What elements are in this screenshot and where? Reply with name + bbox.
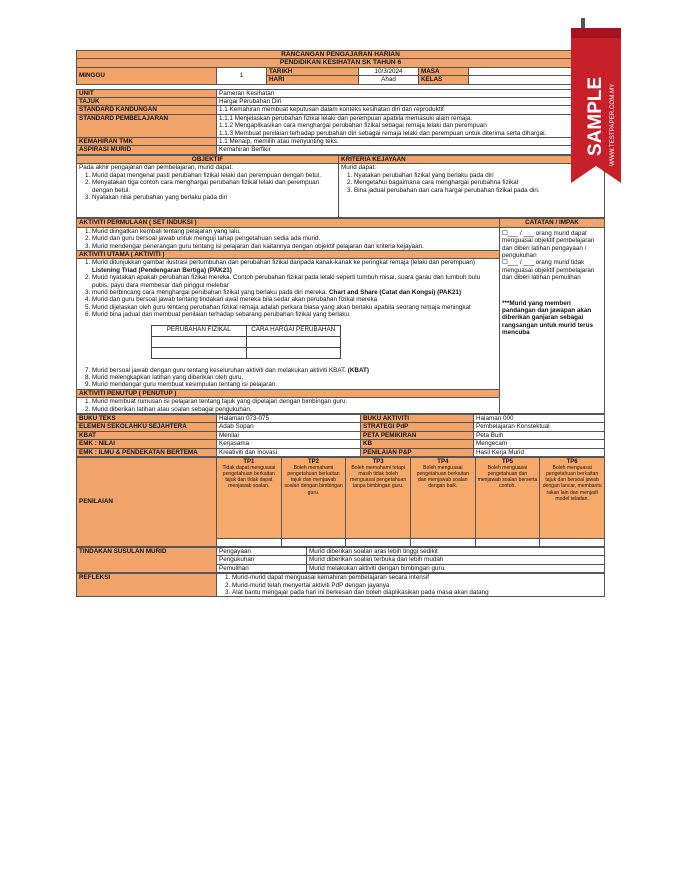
utama-label: AKTIVITI UTAMA ( AKTIVITI ) <box>77 250 500 258</box>
cara-hargai-cell <box>246 347 341 358</box>
kriteria-item: 2. Mengetahui bagaimana cara menghargai perubahna fizikal <box>354 179 602 186</box>
cara-hargai-header: CARA HARGAI PERUBAHAN <box>246 325 341 336</box>
tp3-cell: TP3 Boleh memahami tetapi masih tidak boleh menguasai pengetahuan tanpa bimbingan guru. <box>346 458 411 539</box>
grid-value: Adab Sopan <box>217 423 361 431</box>
permulaan-item: 1. Murid diingatkan kembali tentang pelajaran yang lalu. <box>92 228 497 235</box>
aspirasi-murid-label: ASPIRASI MURID <box>77 146 217 154</box>
kriteria-intro: Murid dapat: <box>341 164 377 172</box>
tp5-cell: TP5 Boleh menguasai pengetahuan dan menjawab soalan berserta contoh. <box>475 458 540 539</box>
hari-value: Ahad <box>359 76 419 84</box>
utama-content <box>77 259 500 389</box>
catatan-text-2: ☐___ / ___ orang murid tidak menguasai objektif pembelajaran dan diberi latihan pemulihan <box>502 259 595 282</box>
standard-kandungan-label: STANDARD KANDUNGAN <box>77 106 217 114</box>
grid-label: PETA PEMIKIRAN <box>361 431 474 439</box>
catatan-text-3: ***Murid yang memberi pandangan dan jawapan akan diberikan ganjaran sebagai rangsangan untuk murid terus mencuba <box>502 299 593 337</box>
pak21-tag: Listening Triad (Pendengaran Bertiga) (PAK21) <box>92 266 232 274</box>
penutup-item: 1. Murid membuat rumusan isi pelajaran tentang tajuk yang dipelajari dengan bimbingan guru. <box>92 398 497 405</box>
grid-value: Kerjasama <box>217 440 361 448</box>
grid-label: KBAT <box>77 431 217 439</box>
permulaan-content <box>77 227 500 250</box>
info-table <box>76 89 605 155</box>
utama-item: 4. Murid dan guru bersoal jawab tentang tindakan awal mereka bila sedar akan perubahan fizikal mereka <box>92 296 497 303</box>
refleksi-table <box>76 573 605 597</box>
sample-ribbon-watermark <box>567 18 625 183</box>
grid-value: Menilai <box>217 431 361 439</box>
penilaian-table <box>76 457 605 547</box>
plan-subtitle: PENDIDIKAN KESIHATAN SK TAHUN 6 <box>77 59 605 67</box>
tindakan-value: Murid melakukan aktiviti dengan bimbingan guru. <box>307 564 605 572</box>
tindakan-key: Pengukuhan <box>217 556 307 564</box>
kriteria-label: KRITERIA KEJAYAAN <box>339 155 605 163</box>
resources-grid <box>76 414 605 457</box>
minggu-label: MINGGU <box>77 67 217 84</box>
kriteria-content <box>339 164 605 218</box>
cara-hargai-cell <box>246 336 341 347</box>
refleksi-item: 1. Murid-murid dapat menguasai kemahiran pembelajaran secara intensif <box>232 574 602 581</box>
objektif-item: 2. Menyatakan tiga contoh cara menghargai perubahan fizikal lelaki dan perempuan dengan betul. <box>92 179 336 194</box>
tp-blank <box>475 539 540 547</box>
kemahiran-tmk-label: KEMAHIRAN TMK <box>77 138 217 146</box>
penilaian-label: PENILAIAN <box>77 458 217 547</box>
grid-label: BUKU TEKS <box>77 415 217 423</box>
tajuk-value: Hargai Perubahan Diri <box>217 98 605 106</box>
utama-item: 2. Murid nyatakan apakah perubahan fizikal mereka. Contoh perubahan fizikal pada lelaki seperti tumbuh misai, suara garau dan tumbuh bulu pubis, payu dara membesar dan pinggul melebar <box>92 274 497 289</box>
grid-value: Mengecam <box>474 440 605 448</box>
perubahan-cell <box>152 336 247 347</box>
perubahan-table <box>151 325 341 359</box>
tindakan-value: Murid diberikan soalan aras lebih tinggi sedikit <box>307 548 605 556</box>
grid-label: STRATEGI PdP <box>361 423 474 431</box>
sp-item: 1.1.2 Mengaplikasikan cara menghargai perubahan fizikal sebagai remaja lelaki dan perempuan <box>219 122 487 130</box>
grid-label: EMK : NILAI <box>77 440 217 448</box>
tp-blank <box>540 539 605 547</box>
perubahan-cell <box>152 347 247 358</box>
sp-item: 1.1.3 Membuat penilaian terhadap perubahan diri sebagai remaja lelaki dan perempuan untuk diterima serta dihargai. <box>219 129 547 137</box>
permulaan-item: 3. Murid mendengar penerangan guru tentang isi pelajaran dan kaitannya dengan objektif pelajaran dan kriteria kejayaan. <box>92 243 497 250</box>
grid-value: Halaman 073-075 <box>217 415 361 423</box>
sample-text: SAMPLE <box>585 76 606 156</box>
standard-pembelajaran-value <box>217 114 605 137</box>
grid-label: KB <box>361 440 474 448</box>
grid-label: BUKU AKTIVITI <box>361 415 474 423</box>
kbat-tag: (KBAT) <box>347 366 369 374</box>
sp-item: 1.1.1 Menjelaskan perubahan fizikal lelaki dan perempuan apabila memasuki alam remaja. <box>219 114 473 122</box>
objektif-kriteria-table <box>76 155 605 218</box>
tindakan-table <box>76 547 605 573</box>
grid-value: Pembelajaran Konstektual <box>474 423 605 431</box>
sample-site-text: WWW.TESTPAPER.COM.MY <box>609 83 616 166</box>
header-table <box>76 50 605 85</box>
tarikh-value: 10/3/2024 <box>359 67 419 75</box>
grid-value: Halaman 000 <box>474 415 605 423</box>
tp-blank <box>217 539 282 547</box>
catatan-content <box>500 227 605 413</box>
permulaan-label: AKTIVITI PERMULAAN ( SET INDUKSI ) <box>77 219 500 227</box>
tp-blank <box>346 539 411 547</box>
tindakan-label: TINDAKAN SUSULAN MURID <box>77 548 217 573</box>
ribbon-top <box>571 28 621 38</box>
tp1-cell: TP1 Tidak dapat menguasai pengetahuan berkaitan tajuk dan tidak dapat menjawab soalan. <box>217 458 282 539</box>
tarikh-label: TARIKH <box>267 67 359 75</box>
objektif-item: 3. Nyatakan nilai perubahan yang berlaku pada diri <box>92 194 336 201</box>
utama-item: 5. Murid dijelaskan oleh guru tentang perubahan fizikal remaja adalah perkara biasa yang akan berlaku apabila seorang remaja meningkat <box>92 304 497 311</box>
tp2-cell: TP2 Boleh memahami pengetahuan berkaitan tajuk dan menjawab soalan dengan bimbingan guru. <box>281 458 346 539</box>
grid-value: Peta Buih <box>474 431 605 439</box>
catatan-label: CATATAN / IMPAK <box>500 219 605 227</box>
catatan-text-1: ☐___ / ___ orang murid dapat menguasai objektif pembelajaran dan diberi latihan pengayaan / pengukuhan <box>502 229 595 259</box>
kelas-label: KELAS <box>419 76 469 84</box>
utama-item: 1. Murid ditunjukkan gambar ilustrasi pertumbuhan dan perubahan fizikal daripada kanak-kanak ke peringkat remaja (lelaki dan perempuan) Listening Triad (Pendengaran Bertiga) (PAK21) <box>92 259 497 274</box>
utama-item: 9. Murid mendengar guru membuat kesimpulan tentang isi pelajaran. <box>92 381 497 388</box>
tindakan-key: Pemulihan <box>217 564 307 572</box>
tindakan-key: Pengayaan <box>217 548 307 556</box>
objektif-intro: Pada akhir pengajaran dan pembelajaran, murid dapat: <box>79 164 234 172</box>
standard-pembelajaran-label: STANDARD PEMBELAJARAN <box>77 114 217 137</box>
perubahan-header: PERUBAHAN FIZIKAL <box>152 325 247 336</box>
tp4-cell: TP4 Boleh menguasai pengetahuan berkaitan dan menjawab soalan dengan baik. <box>410 458 475 539</box>
grid-value: Hasil Kerja Murid <box>474 448 605 456</box>
pak21-tag: Chart and Share (Catat dan Kongsi) (PAK21) <box>328 288 462 296</box>
tp-blank <box>410 539 475 547</box>
utama-item: 6. Murid bina jadual dan membuat penilaian terhadap sebarang perubahan fizikal yang berlaku. <box>92 311 497 318</box>
refleksi-item: 3. Alat bantu mengajar pada hari ini berkesan dan boleh diaplikasikan pada masa akan datang <box>232 589 602 596</box>
unit-value: Pameran Kesihatan <box>217 89 605 97</box>
refleksi-content <box>217 574 605 597</box>
aspirasi-murid-value: Kemahiran Berfikir <box>217 146 605 154</box>
penutup-content <box>77 398 500 414</box>
tp6-cell: TP6 Boleh menguasai pengetahuan berkaitan tajuk dan bersoal jawab dengan lancar, membantu rakan lain dan menjadi model teladan. <box>540 458 605 539</box>
utama-item: 7. Murid bersoal jawab dengan guru tentang keseluruhan aktiviti dan melakukan aktiviti KBAT. (KBAT) <box>92 367 497 374</box>
lesson-plan-document <box>76 50 605 597</box>
hari-label: HARI <box>267 76 359 84</box>
kemahiran-tmk-value: 1.1 Menaip, memilih atau menyunting teks. <box>217 138 605 146</box>
kriteria-item: 3. Bina jadual perubahan dan cara hargai perubahan fizikal pada diri. <box>354 187 602 194</box>
grid-label: ELEMEN SEKOLAHKU SEJAHTERA <box>77 423 217 431</box>
objektif-label: OBJEKTIF <box>77 155 339 163</box>
utama-item: 8. Murid melengkapkan latihan yang diberikan oleh guru. <box>92 374 497 381</box>
objektif-item: 1. Murid dapat mengenal pasti perubahan fizikal lelaki dan perempuan dengan betul. <box>92 172 336 179</box>
tp-blank <box>281 539 346 547</box>
penutup-label: AKTIVITI PENUTUP ( PENUTUP ) <box>77 389 500 397</box>
tindakan-value: Murid diberikan soalan terbuka dan lebih mudah <box>307 556 605 564</box>
minggu-value: 1 <box>217 67 267 84</box>
standard-kandungan-value: 1.1 Kemahiran membuat keputusan dalam konteks kesihatan diri dan reproduktif <box>217 106 605 114</box>
refleksi-label: REFLEKSI <box>77 574 217 597</box>
kriteria-item: 1. Nyatakan perubahan fizikal yang berlaku pada diri <box>354 172 602 179</box>
refleksi-item: 2. Murid-murid telah menyertai aktiviti PdP dengan jayanya <box>232 582 602 589</box>
grid-value: Kreativiti dan Inovasi <box>217 448 361 456</box>
penutup-item: 2. Murid diberikan latihan atau soalan sebagai pengukuhan. <box>92 406 497 413</box>
grid-label: EMK : ILMU & PENDEKATAN BERTEMA <box>77 448 217 456</box>
tajuk-label: TAJUK <box>77 98 217 106</box>
objektif-content <box>77 164 339 218</box>
unit-label: UNIT <box>77 89 217 97</box>
utama-item: 3. murid berbincang cara menghargai perubahan fizikal yang berlaku pada diri mereka. Chart and Share (Catat dan Kongsi) (PAK21) <box>92 289 497 296</box>
permulaan-item: 2. Murid dan guru bersoal jawab untuk menguji tahap pengetahuan sedia ada murid. <box>92 235 497 242</box>
grid-label: PENILAIAN P&P <box>361 448 474 456</box>
plan-title: RANCANGAN PENGAJARAN HARIAN <box>77 51 605 59</box>
aktiviti-table <box>76 218 605 414</box>
masa-label: MASA <box>419 67 469 75</box>
